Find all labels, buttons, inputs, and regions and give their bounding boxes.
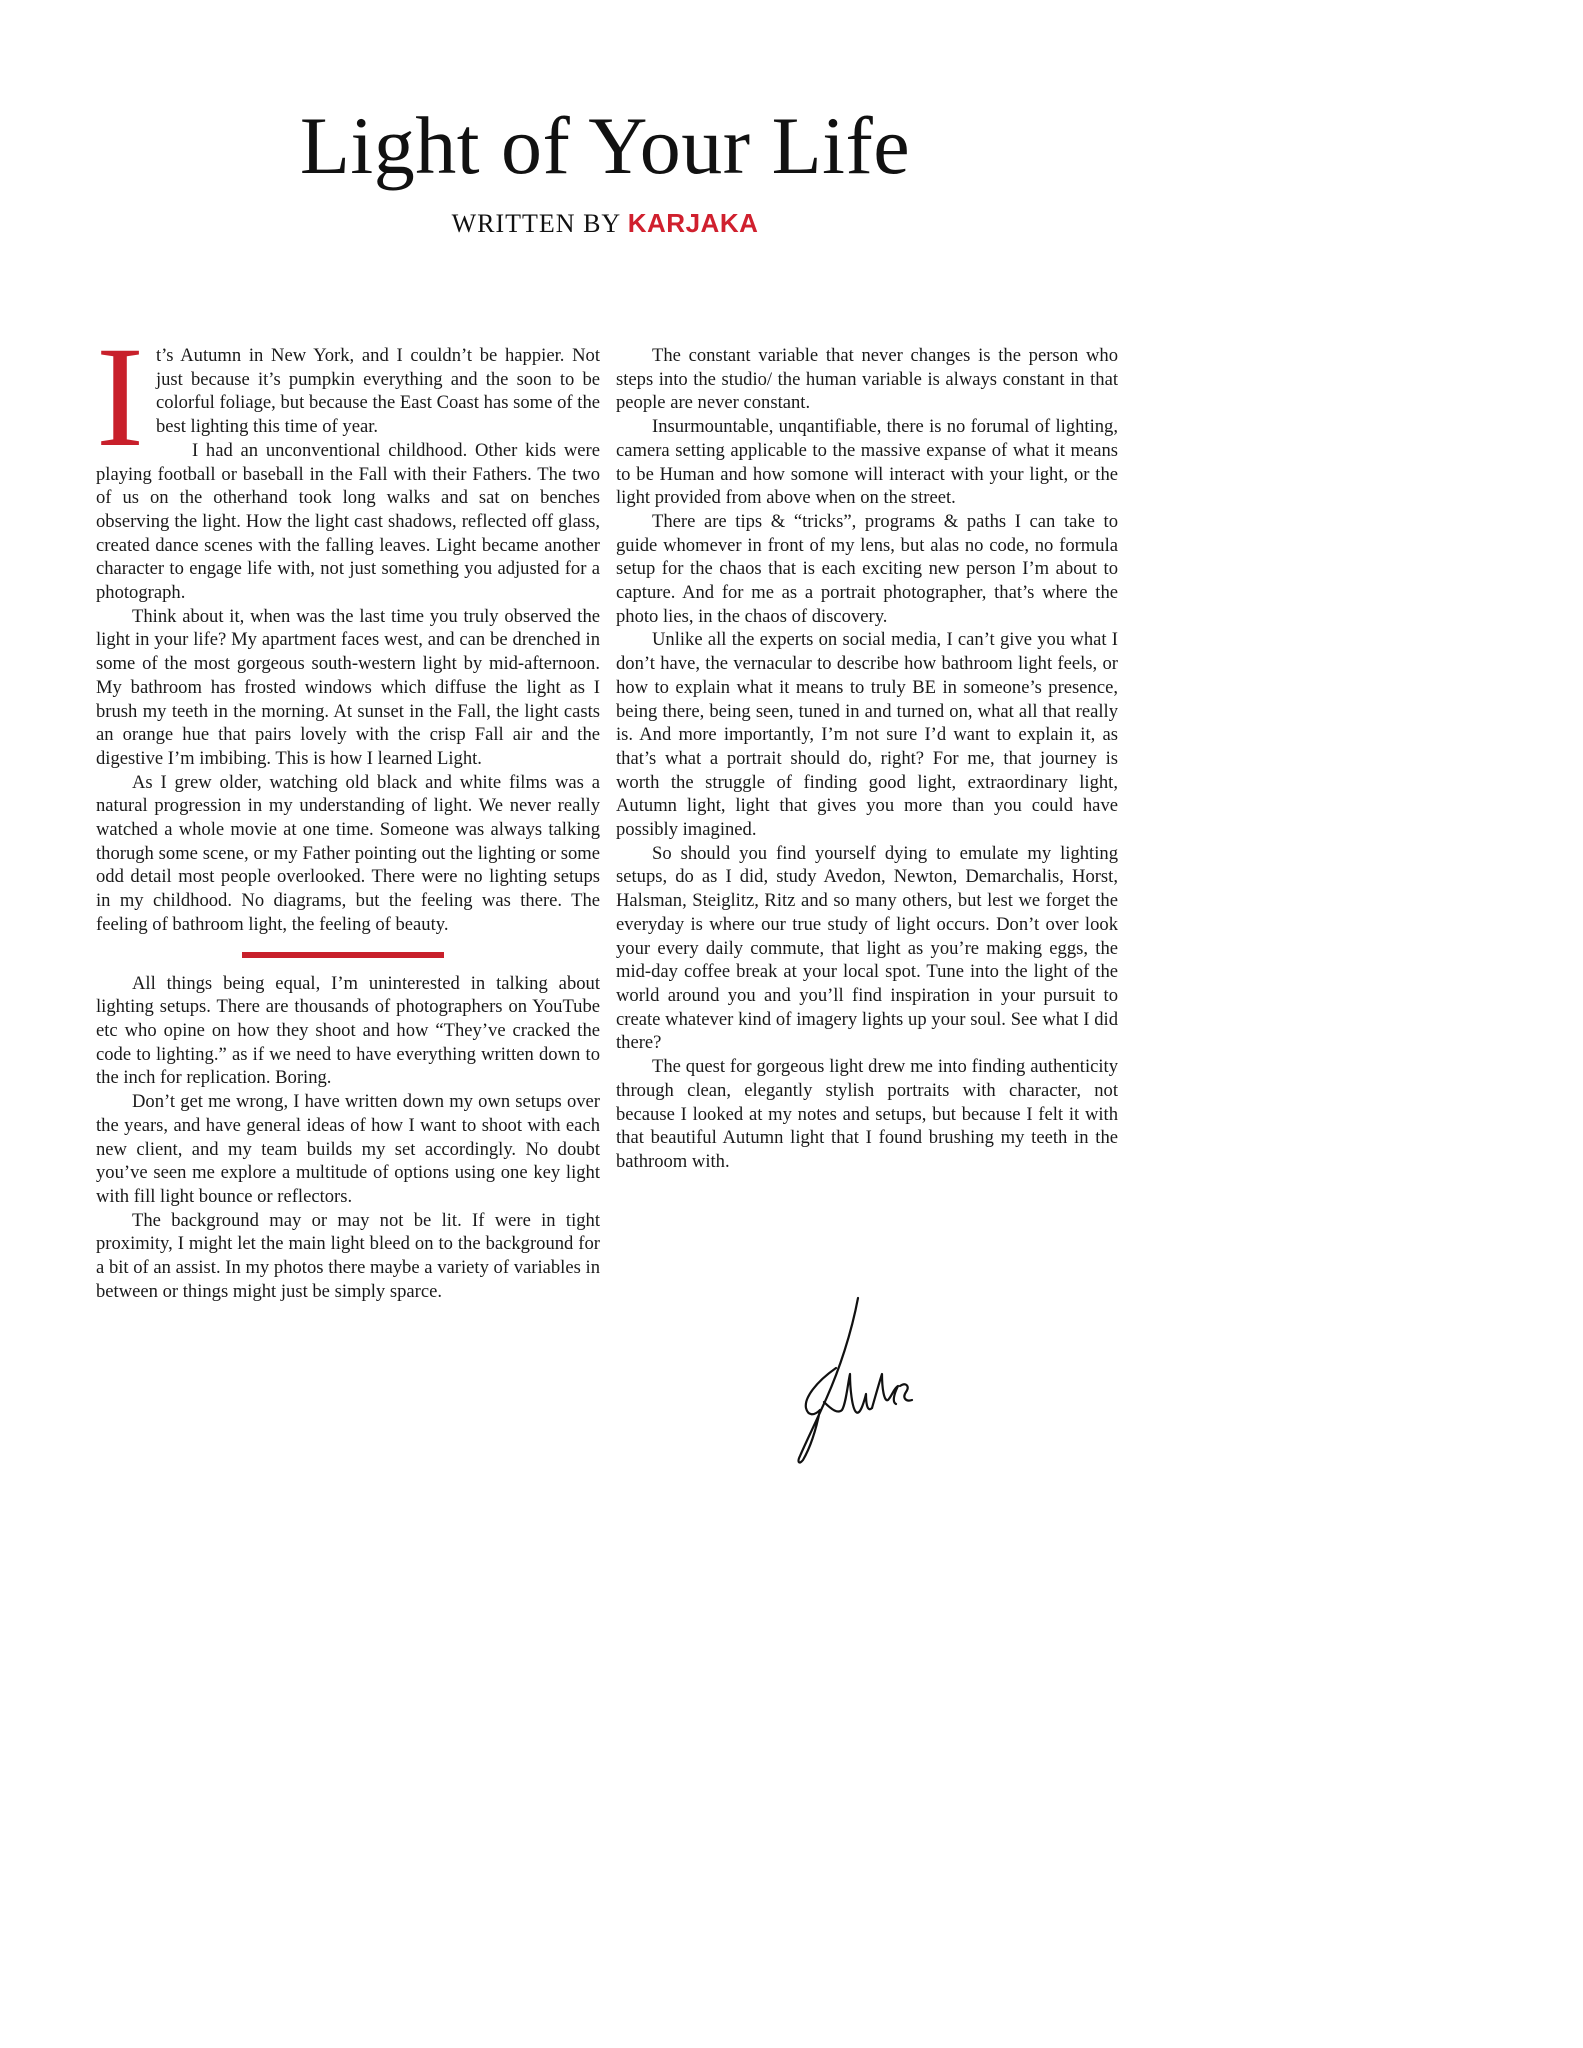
article-paragraph: All things being equal, I’m uninterested in talking about lighting setups. There are thousands of photographers on YouTube etc who opine on how they shoot and how “They’ve cracked the code to lighting.” as if we need to have everything written down to the inch for replication. Boring. bbox=[96, 972, 600, 1089]
article-paragraph: Unlike all the experts on social media, I can’t give you what I don’t have, the vernacular to describe how bathroom light feels, or how to explain what it means to truly BE in someone’s presence, being there, being seen, tuned in and turned on, what all that really is. And more importantly, I’m not sure I’d want to explain it, as that’s what a portrait should do, right? For me, that journey is worth the struggle of finding good light, extraordinary light, Autumn light, light that gives you more than you could have possibly imagined. bbox=[616, 629, 1118, 841]
signature-image bbox=[780, 1290, 930, 1470]
article-paragraph: The constant variable that never changes is the person who steps into the studio/ the human variable is always constant in that people are never constant. bbox=[616, 345, 1118, 414]
drop-cap: I bbox=[96, 318, 144, 477]
article-paragraph: Insurmountable, unqantifiable, there is no forumal of lighting, camera setting applicable to the massive expanse of what it means to be Human and how somone will interact with your light, or the light provided from above when on the street. bbox=[616, 416, 1118, 509]
article-paragraph: So should you find yourself dying to emulate my lighting setups, do as I did, study Avedon, Newton, Demarchalis, Horst, Halsman, Steiglitz, Ritz and so many others, but lest we forget the everyday is where our true study of light occurs. Don’t over look your every daily commute, that light as you’re making eggs, the mid-day coffee break at your local spot. Tune into the light of the world around you and you’ll find inspiration in your pursuit to create whatever kind of imagery lights up your soul. See what I did there? bbox=[616, 842, 1118, 1054]
byline-prefix: WRITTEN BY bbox=[451, 209, 628, 238]
byline bbox=[0, 208, 1210, 239]
section-divider bbox=[242, 952, 444, 958]
article-paragraph: The quest for gorgeous light drew me into finding authenticity through clean, elegantly stylish portraits with character, not because I looked at my notes and setups, but because I felt it with that beautiful Autumn light that I found brushing my teeth in the bathroom with. bbox=[616, 1056, 1118, 1172]
article-right-column bbox=[616, 344, 1118, 1174]
article-paragraph: Don’t get me wrong, I have written down my own setups over the years, and have general ideas of how I want to shoot with each new client, and my team builds my set accordingly. No doubt you’ve seen me explore a multitude of options using one key light with fill light bounce or reflectors. bbox=[96, 1091, 600, 1207]
article-left-column bbox=[96, 318, 600, 1303]
article-paragraph: t’s Autumn in New York, and I couldn’t be happier. Not just because it’s pumpkin everything and the soon to be colorful foliage, but because the East Coast has some of the best lighting this time of year. bbox=[155, 345, 600, 438]
author-name: KARJAKA bbox=[627, 208, 759, 238]
article-paragraph: There are tips & “tricks”, programs & paths I can take to guide whomever in front of my lens, but alas no code, no formula setup for the chaos that is each exciting new person I’m about to capture. And for me as a portrait photographer, that’s where the photo lies, in the chaos of discovery. bbox=[616, 510, 1118, 627]
article-paragraph: Think about it, when was the last time you truly observed the light in your life? My apartment faces west, and can be drenched in some of the most gorgeous south-western light by mid-afternoon. My bathroom has frosted windows which diffuse the light as I brush my teeth in the morning. At sunset in the Fall, the light casts an orange hue that pairs lovely with the crisp Fall air and the digestive I’m imbibing. This is how I learned Light. bbox=[96, 605, 600, 769]
article-paragraph: The background may or may not be lit. If were in tight proximity, I might let the main light bleed on to the background for a bit of an assist. In my photos there maybe a variety of variables in between or things might just be simply sparce. bbox=[96, 1209, 600, 1302]
article-paragraph: As I grew older, watching old black and white films was a natural progression in my understanding of light. We never really watched a whole movie at one time. Someone was always talking thorugh some scene, or my Father pointing out the lighting or some odd detail most people overlooked. There were no lighting setups in my childhood. No diagrams, but the feeling was there. The feeling of bathroom light, the feeling of beauty. bbox=[96, 771, 600, 935]
article-paragraph: I had an unconventional childhood. Other kids were playing football or baseball in the Fall with their Fathers. The two of us on the otherhand took long walks and sat on benches observing the light. How the light cast shadows, reflected off glass, created dance scenes with the falling leaves. Light became another character to engage life with, not just something you adjusted for a photograph. bbox=[96, 439, 600, 604]
article-title: Light of Your Life bbox=[299, 100, 911, 191]
